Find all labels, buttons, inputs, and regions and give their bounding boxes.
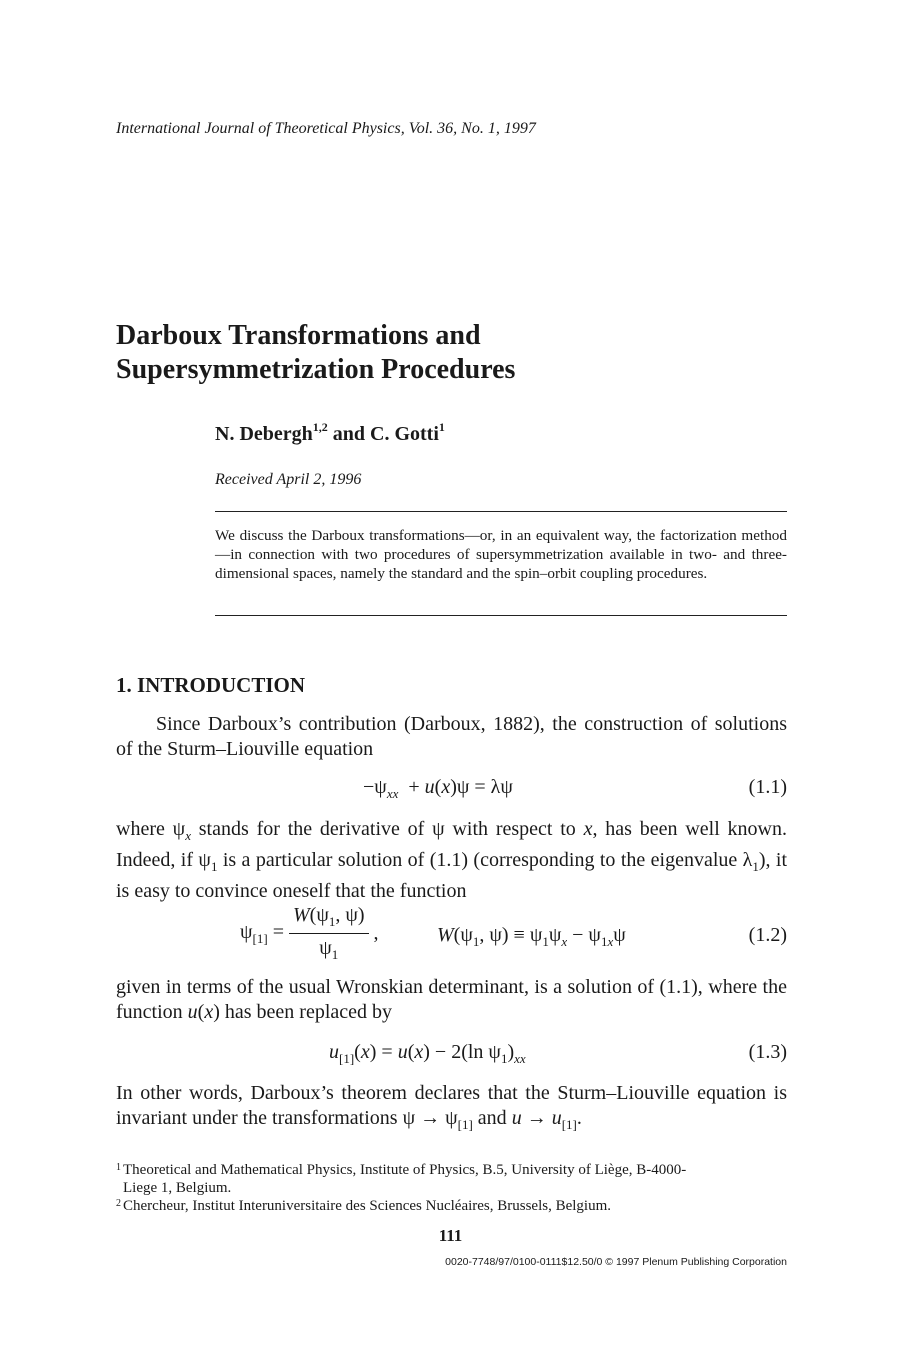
equation-1-1-term-1: $-\psi_{xx}$: [363, 776, 399, 801]
abstract-bottom-rule: [215, 615, 787, 616]
received-date: Received April 2, 1996: [215, 471, 362, 488]
abstract-top-rule: [215, 511, 787, 512]
author-1-affiliation: 1,2: [312, 420, 328, 434]
paragraph-1: [116, 712, 787, 762]
title-line-2: Supersymmetrization Procedures: [116, 354, 516, 385]
author-2-affiliation: 1: [438, 420, 445, 434]
footnote-2-mark: 2: [116, 1198, 121, 1209]
equation-1-2-lhs: $\psi_{[1]}$ =: [240, 920, 289, 946]
section-heading: 1. INTRODUCTION: [116, 673, 306, 697]
equation-1-3: $u_{[1]}(x) = u(x) - 2(\ln$ $\psi_1)_{xx}$: [329, 1041, 526, 1066]
footnote-1-continuation: Liege 1, Belgium.: [123, 1180, 232, 1196]
footnote-2-text: Chercheur, Institut Interuniversitaire des Sciences Nucléaires, Brussels, Belgium.: [123, 1198, 612, 1214]
journal-header: International Journal of Theoretical Physics, Vol. 36, No. 1, 1997: [116, 120, 536, 137]
abstract-text: We discuss the Darboux transformations—or, in an equivalent way, the factorization method—in connection with two procedures of supersymmetrization available in two- and three-dimensional spaces, namely the standard and the spin–orbit coupling procedures.: [215, 527, 787, 582]
author-2: C. Gotti: [370, 423, 439, 445]
footnote-1-mark: 1: [116, 1162, 121, 1173]
author-list: [215, 420, 445, 446]
footnote-1-text: Theoretical and Mathematical Physics, Institute of Physics, B.5, University of Liège, B-4000-: [123, 1162, 687, 1178]
paragraph-3-text: given in terms of the usual Wronskian determinant, is a solution of (1.1), where the function u(x) has been replaced by: [116, 976, 787, 1023]
author-1: N. Debergh: [215, 423, 313, 445]
title-line-1: Darboux Transformations and: [116, 320, 481, 351]
equation-1-2-wronskian: $W(\psi_1$, $\psi) \equiv \psi_1\psi_x - \psi_{1x}\psi$: [437, 924, 626, 949]
paragraph-2: [116, 817, 787, 904]
page-number: 111: [438, 1226, 463, 1245]
equation-1-3-number: (1.3): [748, 1041, 787, 1063]
paper-title: [116, 319, 515, 387]
paragraph-2-text: where $\psi_x$ stands for the derivative of ψ with respect to x, has been well known. Indeed, if $\psi_1$ is a particular solution of (1.1) (corresponding to the eigenvalue $\lambda_1$), it is easy to convince oneself that the function: [116, 818, 788, 902]
equation-1-1-term-2: + u(x)ψ = λψ: [403, 776, 513, 798]
paragraph-4: [116, 1081, 787, 1137]
equation-1-1: [363, 776, 513, 802]
footnote-1: [116, 1161, 796, 1179]
paragraph-4-text: In other words, Darboux’s theorem declares that the Sturm–Liouville equation is invariant under the transformations $\psi \to \psi_{[1]}$ and $u \to u_{[1]}$.: [116, 1082, 787, 1132]
paragraph-1-text: Since Darboux’s contribution (Darboux, 1882), the construction of solutions of the Sturm–Liouville equation: [116, 713, 787, 760]
equation-1-2-number: (1.2): [748, 924, 787, 946]
footnotes: [116, 1161, 796, 1215]
equation-1-2: $\psi_{[1]}$ = $\frac{W(\psi_1, \psi)}{\psi_1}$ ,: [240, 904, 379, 962]
author-conjunction: and: [327, 423, 371, 445]
copyright-line: 0020-7748/97/0100-0111$12.50/0 © 1997 Plenum Publishing Corporation: [445, 1256, 787, 1268]
footnote-2: [116, 1197, 796, 1215]
equation-1-2-fraction: $\frac{W(\psi_1, \psi)}{\psi_1}$: [289, 904, 369, 963]
equation-1-1-number: (1.1): [748, 776, 787, 798]
paragraph-3: [116, 975, 787, 1025]
